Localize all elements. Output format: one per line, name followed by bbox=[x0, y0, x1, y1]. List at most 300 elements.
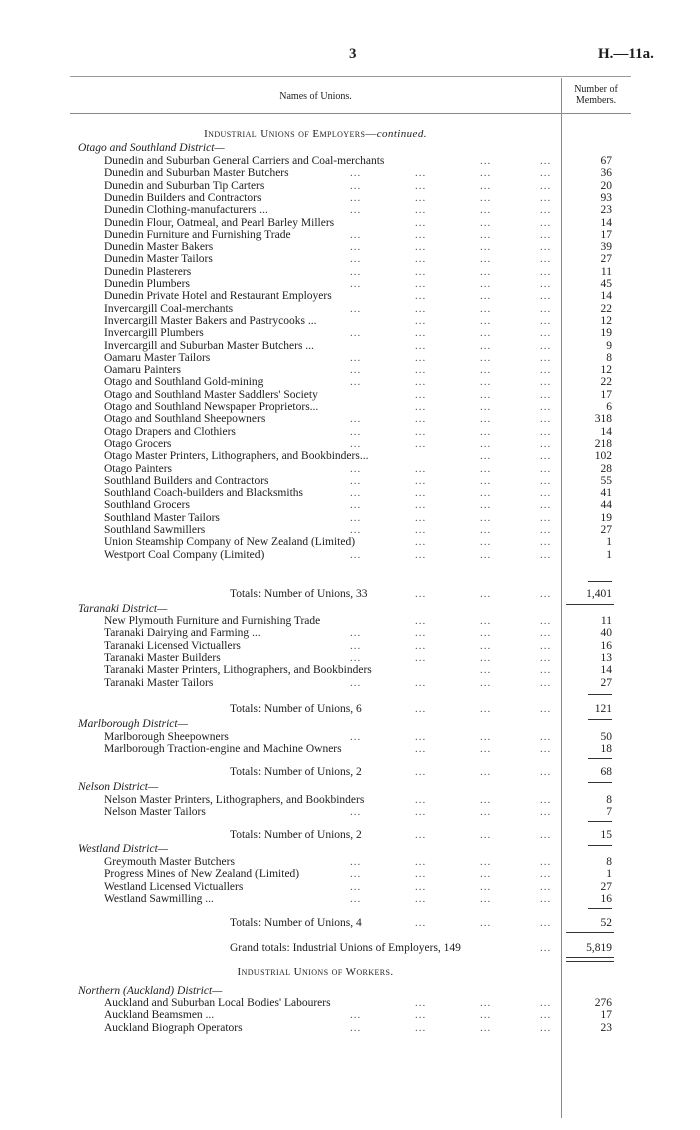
table-row bbox=[0, 180, 700, 192]
column-header-members: Number of Members. bbox=[574, 84, 618, 106]
leader-dots: ... bbox=[480, 868, 492, 881]
table-row bbox=[0, 290, 700, 302]
leader-dots: ... bbox=[350, 204, 362, 217]
table-row bbox=[0, 278, 700, 290]
leader-dots: ... bbox=[350, 327, 362, 340]
union-name: Otago and Southland Gold-mining bbox=[104, 376, 264, 389]
member-count: 8 bbox=[606, 794, 612, 806]
leader-dots: ... bbox=[415, 892, 427, 905]
leader-dots: ... bbox=[415, 253, 427, 266]
separator-rule bbox=[588, 782, 612, 783]
table-row bbox=[0, 997, 700, 1009]
union-name: Taranaki Master Tailors bbox=[104, 676, 214, 689]
union-name: Dunedin and Suburban Tip Carters bbox=[104, 179, 265, 192]
leader-dots: ... bbox=[540, 664, 552, 677]
leader-dots: ... bbox=[540, 302, 552, 315]
table-row bbox=[0, 731, 700, 743]
member-count: 41 bbox=[600, 487, 612, 500]
leader-dots: ... bbox=[480, 413, 492, 426]
member-count: 12 bbox=[600, 364, 612, 377]
table-row bbox=[0, 463, 700, 475]
leader-dots: ... bbox=[540, 376, 552, 389]
leader-dots: ... bbox=[350, 806, 362, 819]
leader-dots: ... bbox=[415, 216, 427, 229]
leader-dots: ... bbox=[540, 437, 552, 450]
union-name: Invercargill Plumbers bbox=[104, 327, 204, 340]
leader-dots: ... bbox=[540, 167, 552, 180]
leader-dots: ... bbox=[415, 676, 427, 689]
leader-dots: ... bbox=[350, 253, 362, 266]
leader-dots: ... bbox=[480, 388, 492, 401]
leader-dots: ... bbox=[540, 794, 552, 806]
leader-dots: ... bbox=[415, 228, 427, 241]
member-count: 102 bbox=[594, 450, 612, 463]
member-count: 40 bbox=[600, 627, 612, 640]
leader-dots: ... bbox=[480, 278, 492, 290]
table-row bbox=[0, 1022, 700, 1034]
table-row bbox=[0, 487, 700, 499]
section-heading-workers: Industrial Unions of Workers. bbox=[237, 966, 394, 978]
totals-count: 52 bbox=[600, 917, 612, 929]
table-row bbox=[0, 229, 700, 241]
separator-rule bbox=[566, 604, 614, 605]
totals-count: 5,819 bbox=[586, 942, 612, 954]
union-name: Dunedin Plumbers bbox=[104, 278, 190, 290]
leader-dots: ... bbox=[350, 376, 362, 389]
leader-dots: ... bbox=[415, 339, 427, 352]
union-name: Taranaki Dairying and Farming ... bbox=[104, 627, 261, 640]
leader-dots: ... bbox=[540, 588, 552, 600]
table-row bbox=[0, 376, 700, 388]
table-row bbox=[0, 389, 700, 401]
leader-dots: ... bbox=[415, 204, 427, 217]
leader-dots: ... bbox=[415, 487, 427, 500]
leader-dots: ... bbox=[480, 651, 492, 664]
member-count: 12 bbox=[600, 314, 612, 327]
union-name: Taranaki Master Builders bbox=[104, 651, 221, 664]
leader-dots: ... bbox=[480, 376, 492, 389]
table-row bbox=[0, 340, 700, 352]
member-count: 318 bbox=[594, 413, 612, 426]
leader-dots: ... bbox=[540, 204, 552, 217]
union-name: New Plymouth Furniture and Furnishing Trade bbox=[104, 615, 321, 627]
leader-dots: ... bbox=[540, 401, 552, 413]
union-name: Dunedin Builders and Contractors bbox=[104, 191, 262, 204]
leader-dots: ... bbox=[415, 376, 427, 389]
union-name: Invercargill and Suburban Master Butchers ... bbox=[104, 339, 314, 352]
leader-dots: ... bbox=[480, 794, 492, 806]
leader-dots: ... bbox=[415, 1021, 427, 1034]
member-count: 1 bbox=[606, 536, 612, 549]
totals-label: Totals: Number of Unions, 6 bbox=[230, 703, 362, 715]
member-count: 13 bbox=[600, 651, 612, 664]
leader-dots: ... bbox=[540, 327, 552, 340]
union-name: Auckland Biograph Operators bbox=[104, 1021, 243, 1034]
leader-dots: ... bbox=[540, 499, 552, 512]
grand-total-double-rule bbox=[566, 957, 614, 962]
leader-dots: ... bbox=[540, 253, 552, 266]
leader-dots: ... bbox=[540, 536, 552, 549]
leader-dots: ... bbox=[540, 241, 552, 254]
table-row bbox=[0, 253, 700, 265]
leader-dots: ... bbox=[540, 856, 552, 868]
leader-dots: ... bbox=[480, 615, 492, 627]
union-name: Invercargill Master Bakers and Pastrycooks ... bbox=[104, 314, 317, 327]
leader-dots: ... bbox=[350, 351, 362, 364]
leader-dots: ... bbox=[480, 191, 492, 204]
member-count: 19 bbox=[600, 511, 612, 524]
leader-dots: ... bbox=[540, 191, 552, 204]
union-name: Auckland Beamsmen ... bbox=[104, 1009, 215, 1022]
table-row bbox=[0, 1009, 700, 1021]
leader-dots: ... bbox=[540, 474, 552, 487]
union-name: Progress Mines of New Zealand (Limited) bbox=[104, 868, 300, 881]
table-row bbox=[0, 640, 700, 652]
union-name: Union Steamship Company of New Zealand (Limited) bbox=[104, 536, 356, 549]
totals-count: 121 bbox=[594, 703, 612, 715]
member-count: 6 bbox=[606, 401, 612, 413]
union-name: Southland Grocers bbox=[104, 499, 190, 512]
union-name: Southland Master Tailors bbox=[104, 511, 220, 524]
leader-dots: ... bbox=[480, 664, 492, 677]
member-count: 17 bbox=[600, 1009, 612, 1022]
leader-dots: ... bbox=[480, 524, 492, 536]
document-reference: H.—11a. bbox=[598, 46, 654, 62]
leader-dots: ... bbox=[480, 1009, 492, 1022]
leader-dots: ... bbox=[540, 524, 552, 536]
leader-dots: ... bbox=[540, 766, 552, 778]
totals-label: Totals: Number of Unions, 33 bbox=[230, 588, 368, 600]
table-row bbox=[0, 401, 700, 413]
union-name: Southland Sawmillers bbox=[104, 524, 206, 536]
union-name: Greymouth Master Butchers bbox=[104, 856, 235, 868]
table-row bbox=[0, 806, 700, 818]
leader-dots: ... bbox=[540, 216, 552, 229]
member-count: 8 bbox=[606, 856, 612, 868]
leader-dots: ... bbox=[480, 364, 492, 377]
leader-dots: ... bbox=[480, 499, 492, 512]
table-row bbox=[0, 155, 700, 167]
leader-dots: ... bbox=[540, 615, 552, 627]
district-heading-northern: Northern (Auckland) District— bbox=[78, 985, 223, 997]
union-name: Taranaki Master Printers, Lithographers, and Bookbinders bbox=[104, 664, 372, 677]
leader-dots: ... bbox=[350, 639, 362, 652]
leader-dots: ... bbox=[415, 462, 427, 475]
totals-row bbox=[0, 829, 700, 841]
district-heading-westland: Westland District— bbox=[78, 843, 168, 855]
leader-dots: ... bbox=[415, 511, 427, 524]
table-row bbox=[0, 450, 700, 462]
leader-dots: ... bbox=[480, 339, 492, 352]
member-count: 7 bbox=[606, 806, 612, 819]
section-heading-employers bbox=[70, 128, 561, 140]
leader-dots: ... bbox=[540, 880, 552, 893]
table-row bbox=[0, 413, 700, 425]
member-count: 17 bbox=[600, 388, 612, 401]
member-count: 22 bbox=[600, 376, 612, 389]
table-row bbox=[0, 204, 700, 216]
table-row bbox=[0, 893, 700, 905]
leader-dots: ... bbox=[480, 743, 492, 756]
leader-dots: ... bbox=[540, 868, 552, 881]
leader-dots: ... bbox=[415, 314, 427, 327]
leader-dots: ... bbox=[480, 179, 492, 192]
table-row bbox=[0, 315, 700, 327]
member-count: 1 bbox=[606, 548, 612, 561]
leader-dots: ... bbox=[350, 548, 362, 561]
leader-dots: ... bbox=[350, 651, 362, 664]
leader-dots: ... bbox=[480, 327, 492, 340]
leader-dots: ... bbox=[415, 364, 427, 377]
separator-rule bbox=[588, 758, 612, 759]
leader-dots: ... bbox=[540, 179, 552, 192]
table-row bbox=[0, 167, 700, 179]
table-row bbox=[0, 868, 700, 880]
separator-rule bbox=[588, 908, 612, 909]
leader-dots: ... bbox=[415, 856, 427, 868]
leader-dots: ... bbox=[540, 731, 552, 743]
totals-row bbox=[0, 588, 700, 600]
leader-dots: ... bbox=[540, 627, 552, 640]
leader-dots: ... bbox=[480, 1021, 492, 1034]
leader-dots: ... bbox=[480, 241, 492, 254]
leader-dots: ... bbox=[540, 703, 552, 715]
leader-dots: ... bbox=[415, 731, 427, 743]
leader-dots: ... bbox=[415, 829, 427, 841]
leader-dots: ... bbox=[415, 351, 427, 364]
totals-label: Totals: Number of Unions, 4 bbox=[230, 917, 362, 929]
totals-row bbox=[0, 917, 700, 929]
member-count: 44 bbox=[600, 499, 612, 512]
leader-dots: ... bbox=[540, 487, 552, 500]
leader-dots: ... bbox=[480, 997, 492, 1009]
leader-dots: ... bbox=[540, 339, 552, 352]
member-count: 16 bbox=[600, 639, 612, 652]
union-name: Otago Painters bbox=[104, 462, 173, 475]
table-row bbox=[0, 241, 700, 253]
leader-dots: ... bbox=[415, 290, 427, 303]
member-count: 14 bbox=[600, 425, 612, 438]
leader-dots: ... bbox=[350, 228, 362, 241]
leader-dots: ... bbox=[480, 351, 492, 364]
member-count: 218 bbox=[594, 437, 612, 450]
leader-dots: ... bbox=[540, 290, 552, 303]
leader-dots: ... bbox=[415, 639, 427, 652]
leader-dots: ... bbox=[540, 364, 552, 377]
table-row bbox=[0, 664, 700, 676]
table-row bbox=[0, 549, 700, 561]
leader-dots: ... bbox=[540, 917, 552, 929]
leader-dots: ... bbox=[480, 511, 492, 524]
union-name: Marlborough Sheepowners bbox=[104, 731, 229, 743]
leader-dots: ... bbox=[350, 413, 362, 426]
leader-dots: ... bbox=[540, 388, 552, 401]
leader-dots: ... bbox=[540, 265, 552, 278]
leader-dots: ... bbox=[415, 766, 427, 778]
member-count: 276 bbox=[594, 997, 612, 1009]
leader-dots: ... bbox=[350, 241, 362, 254]
leader-dots: ... bbox=[350, 868, 362, 881]
leader-dots: ... bbox=[350, 462, 362, 475]
leader-dots: ... bbox=[350, 1021, 362, 1034]
member-count: 11 bbox=[600, 615, 612, 627]
leader-dots: ... bbox=[540, 511, 552, 524]
table-row bbox=[0, 266, 700, 278]
leader-dots: ... bbox=[480, 228, 492, 241]
member-count: 28 bbox=[600, 462, 612, 475]
member-count: 27 bbox=[600, 253, 612, 266]
separator-rule bbox=[588, 821, 612, 822]
leader-dots: ... bbox=[480, 880, 492, 893]
leader-dots: ... bbox=[415, 499, 427, 512]
union-name: Dunedin and Suburban Master Butchers bbox=[104, 167, 289, 180]
leader-dots: ... bbox=[480, 548, 492, 561]
member-count: 23 bbox=[600, 1021, 612, 1034]
heading-text: Industrial Unions of Employers— bbox=[204, 128, 377, 140]
leader-dots: ... bbox=[540, 1009, 552, 1022]
leader-dots: ... bbox=[415, 278, 427, 290]
table-row bbox=[0, 615, 700, 627]
member-count: 1 bbox=[606, 868, 612, 881]
leader-dots: ... bbox=[415, 401, 427, 413]
leader-dots: ... bbox=[350, 627, 362, 640]
member-count: 16 bbox=[600, 892, 612, 905]
union-name: Nelson Master Printers, Lithographers, and Bookbinders bbox=[104, 794, 365, 806]
leader-dots: ... bbox=[480, 474, 492, 487]
table-row bbox=[0, 512, 700, 524]
leader-dots: ... bbox=[350, 437, 362, 450]
union-name: Dunedin Plasterers bbox=[104, 265, 192, 278]
leader-dots: ... bbox=[350, 302, 362, 315]
leader-dots: ... bbox=[540, 314, 552, 327]
union-name: Dunedin Master Tailors bbox=[104, 253, 213, 266]
separator-rule bbox=[566, 932, 614, 933]
totals-row bbox=[0, 942, 700, 954]
table-row bbox=[0, 652, 700, 664]
totals-label: Grand totals: Industrial Unions of Employers, 149 bbox=[230, 942, 461, 954]
totals-row bbox=[0, 766, 700, 778]
leader-dots: ... bbox=[540, 829, 552, 841]
leader-dots: ... bbox=[350, 265, 362, 278]
leader-dots: ... bbox=[350, 474, 362, 487]
union-name: Dunedin and Suburban General Carriers and Coal-merchants bbox=[104, 155, 385, 167]
leader-dots: ... bbox=[415, 806, 427, 819]
table-row bbox=[0, 475, 700, 487]
leader-dots: ... bbox=[415, 302, 427, 315]
leader-dots: ... bbox=[350, 167, 362, 180]
leader-dots: ... bbox=[415, 588, 427, 600]
union-name: Otago Master Printers, Lithographers, and Bookbinders... bbox=[104, 450, 369, 463]
member-count: 93 bbox=[600, 191, 612, 204]
union-name: Southland Coach-builders and Blacksmiths bbox=[104, 487, 303, 500]
leader-dots: ... bbox=[480, 450, 492, 463]
table-row bbox=[0, 438, 700, 450]
union-name: Westland Licensed Victuallers bbox=[104, 880, 244, 893]
member-count: 19 bbox=[600, 327, 612, 340]
union-name: Oamaru Painters bbox=[104, 364, 181, 377]
table-row bbox=[0, 217, 700, 229]
leader-dots: ... bbox=[480, 290, 492, 303]
leader-dots: ... bbox=[540, 425, 552, 438]
union-name: Invercargill Coal-merchants bbox=[104, 302, 234, 315]
leader-dots: ... bbox=[540, 651, 552, 664]
union-name: Taranaki Licensed Victuallers bbox=[104, 639, 241, 652]
totals-label: Totals: Number of Unions, 2 bbox=[230, 829, 362, 841]
leader-dots: ... bbox=[540, 450, 552, 463]
leader-dots: ... bbox=[480, 253, 492, 266]
leader-dots: ... bbox=[415, 868, 427, 881]
leader-dots: ... bbox=[480, 437, 492, 450]
leader-dots: ... bbox=[480, 155, 492, 167]
table-row bbox=[0, 677, 700, 689]
member-count: 23 bbox=[600, 204, 612, 217]
member-count: 22 bbox=[600, 302, 612, 315]
leader-dots: ... bbox=[540, 351, 552, 364]
leader-dots: ... bbox=[415, 1009, 427, 1022]
union-name: Otago Grocers bbox=[104, 437, 172, 450]
totals-label: Totals: Number of Unions, 2 bbox=[230, 766, 362, 778]
leader-dots: ... bbox=[480, 536, 492, 549]
leader-dots: ... bbox=[540, 639, 552, 652]
table-row bbox=[0, 426, 700, 438]
leader-dots: ... bbox=[350, 892, 362, 905]
table-row bbox=[0, 536, 700, 548]
member-count: 39 bbox=[600, 241, 612, 254]
member-count: 8 bbox=[606, 351, 612, 364]
table-row bbox=[0, 743, 700, 755]
leader-dots: ... bbox=[415, 425, 427, 438]
member-count: 67 bbox=[600, 155, 612, 167]
union-name: Dunedin Clothing-manufacturers ... bbox=[104, 204, 268, 217]
member-count: 27 bbox=[600, 676, 612, 689]
union-name: Dunedin Furniture and Furnishing Trade bbox=[104, 228, 291, 241]
leader-dots: ... bbox=[415, 413, 427, 426]
leader-dots: ... bbox=[415, 743, 427, 756]
union-name: Auckland and Suburban Local Bodies' Labourers bbox=[104, 997, 331, 1009]
leader-dots: ... bbox=[480, 703, 492, 715]
totals-row bbox=[0, 703, 700, 715]
column-header-rule bbox=[70, 113, 631, 114]
district-heading-nelson: Nelson District— bbox=[78, 781, 159, 793]
leader-dots: ... bbox=[350, 364, 362, 377]
leader-dots: ... bbox=[480, 302, 492, 315]
member-count: 50 bbox=[600, 731, 612, 743]
leader-dots: ... bbox=[480, 627, 492, 640]
table-row bbox=[0, 881, 700, 893]
leader-dots: ... bbox=[350, 278, 362, 290]
separator-rule bbox=[588, 719, 612, 720]
leader-dots: ... bbox=[480, 676, 492, 689]
leader-dots: ... bbox=[350, 856, 362, 868]
member-count: 14 bbox=[600, 664, 612, 677]
leader-dots: ... bbox=[415, 615, 427, 627]
leader-dots: ... bbox=[415, 651, 427, 664]
table-row bbox=[0, 364, 700, 376]
district-heading-otago: Otago and Southland District— bbox=[78, 142, 225, 154]
union-name: Dunedin Flour, Oatmeal, and Pearl Barley Millers bbox=[104, 216, 335, 229]
leader-dots: ... bbox=[415, 437, 427, 450]
column-header-names: Names of Unions. bbox=[279, 91, 352, 102]
leader-dots: ... bbox=[480, 856, 492, 868]
leader-dots: ... bbox=[415, 524, 427, 536]
table-row bbox=[0, 499, 700, 511]
district-heading-taranaki: Taranaki District— bbox=[78, 603, 168, 615]
district-heading-marlborough: Marlborough District— bbox=[78, 718, 188, 730]
union-name: Marlborough Traction-engine and Machine Owners bbox=[104, 743, 342, 756]
leader-dots: ... bbox=[350, 425, 362, 438]
leader-dots: ... bbox=[415, 794, 427, 806]
leader-dots: ... bbox=[350, 179, 362, 192]
